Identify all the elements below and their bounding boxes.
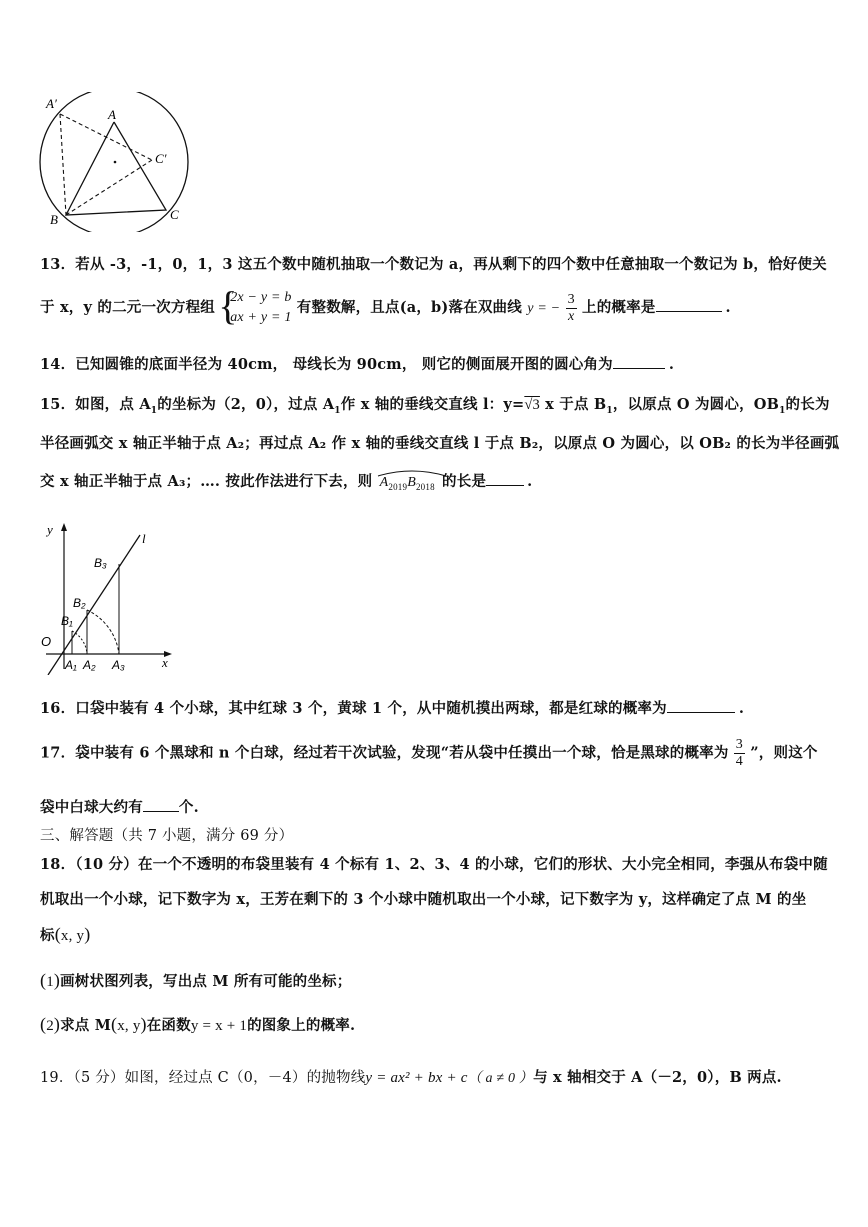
label-b: B — [50, 212, 58, 227]
paren-open: ( — [40, 1014, 47, 1034]
q13-mid: 有整数解，且点(a，b)落在双曲线 — [296, 299, 522, 316]
label-c: C — [170, 207, 179, 222]
q18-sub2-a: 求点 M — [60, 1017, 112, 1034]
q17-l1a: 17．袋中装有 6 个黑球和 n 个白球，经过若干次试验，发现“若从袋中任摸出一个球，恰是黑球的概率为 — [40, 744, 729, 762]
q17-l1b: ”，则这个 — [750, 744, 818, 762]
section-heading: 三、解答题（共 7 小题，满分 69 分） — [40, 828, 294, 844]
q14-text: 14．已知圆锥的底面半径为 40cm， 母线长为 90cm， 则它的侧面展开图的圆心角为 — [40, 356, 613, 373]
label-a3: A₃ — [112, 658, 125, 672]
answer-blank-15[interactable] — [486, 471, 524, 486]
q15-l1a: 15．如图，点 A — [40, 396, 151, 413]
paren-open: ( — [111, 1014, 118, 1034]
y-axis-arrow — [61, 523, 67, 531]
q17-line1 — [40, 738, 818, 769]
q13-pre: 于 x，y 的二元一次方程组 — [40, 299, 215, 316]
fraction-numerator: 3 — [567, 291, 575, 307]
q19-b: 与 x 轴相交于 A（－2，0），B 两点. — [533, 1069, 782, 1086]
paren-open: ( — [54, 924, 61, 944]
q15-end: . — [527, 473, 533, 490]
q18-line2: 机取出一个小球，记下数字为 x，王芳在剩下的 3 个小球中随机取出一个小球，记下数字为 y，这样确定了点 M 的坐 — [40, 891, 807, 908]
q18-l3a: 标 — [40, 927, 55, 944]
q15-l1f: 的长为 — [785, 396, 830, 413]
arc-start-sub: 2019 — [388, 481, 408, 492]
coordinate-graph-figure — [36, 515, 186, 675]
q15-l3a: 交 x 轴正半轴于点 A₃；…. 按此作法进行下去，则 — [40, 473, 373, 490]
q17-l2b: 个. — [178, 799, 199, 816]
paren-close: ) — [140, 1014, 147, 1034]
q17-l2a: 袋中白球大约有 — [40, 799, 143, 816]
q15-l1e: ，以原点 O 为圆心，OB — [612, 396, 780, 413]
label-c-prime: C′ — [155, 151, 167, 166]
probability-fraction — [734, 738, 745, 769]
q19 — [40, 1066, 782, 1087]
label-a-prime: A′ — [46, 96, 57, 111]
q15-l1d: x 于点 B — [539, 396, 607, 413]
q18-line3 — [40, 924, 90, 945]
q16-end: . — [738, 700, 745, 717]
arc-end-sub: 2018 — [415, 481, 435, 492]
q14-end: . — [668, 356, 675, 373]
q18-sub2-c: 的图象上的概率. — [247, 1017, 356, 1034]
parabola-expr: y = ax² + bx + c — [365, 1070, 468, 1086]
fraction-denominator: 4 — [735, 754, 743, 769]
paren-close: ) — [53, 970, 61, 990]
arc-notation — [378, 473, 437, 492]
label-b3: B₃ — [94, 556, 107, 570]
answer-blank-16[interactable] — [667, 698, 735, 713]
q18-line1: 18．（10 分）在一个不透明的布袋里装有 4 个标有 1、2、3、4 的小球，它们的形状、大小完全相同，李强从布袋中随 — [40, 856, 828, 873]
dashed-a-prime-b — [60, 114, 66, 215]
fraction-denominator: x — [567, 308, 575, 324]
label-a1: A₁ — [65, 658, 77, 672]
hyperbola-lhs: y = − — [527, 301, 561, 316]
circle-triangle-figure — [36, 92, 196, 232]
q18-sub2 — [40, 1014, 355, 1035]
q13-post: 上的概率是 — [582, 299, 656, 316]
q13-line2 — [40, 288, 731, 328]
fraction-numerator: 3 — [735, 737, 743, 752]
q18-sub2-b: 在函数 — [146, 1017, 191, 1034]
q16 — [40, 697, 744, 718]
q17-line2 — [40, 796, 199, 817]
q16-text: 16．口袋中装有 4 个小球，其中红球 3 个，黄球 1 个，从中随机摸出两球，都是红球的概率为 — [40, 700, 667, 717]
arc-end: B — [407, 475, 416, 490]
sqrt-three: √3 — [524, 397, 540, 413]
answer-blank-17[interactable] — [143, 797, 179, 812]
q15-sub-ob1: 1 — [779, 405, 786, 416]
q15-sub-a1: 1 — [150, 405, 158, 416]
q15-line1 — [40, 393, 830, 416]
coord-xy: x, y — [60, 928, 85, 944]
q19-a: 19．（5 分）如图，经过点 C（0，－4）的抛物线 — [40, 1070, 366, 1086]
label-b2: B₂ — [73, 596, 86, 610]
center-dot — [114, 161, 117, 164]
answer-blank-14[interactable] — [613, 354, 665, 369]
label-o: O — [41, 634, 52, 649]
label-b1: B₁ — [61, 614, 73, 628]
paren-close: ) — [53, 1014, 61, 1034]
arc-ob2 — [87, 610, 119, 654]
paren-open: ( — [40, 970, 47, 990]
equation-1: { 2x − y = b — [230, 290, 292, 305]
hyperbola-fraction — [566, 293, 577, 324]
condition-expr: （ a ≠ 0 ） — [467, 1071, 534, 1086]
label-a: A — [108, 107, 116, 122]
sub1-number: 1 — [46, 974, 54, 990]
q15-l1c: 作 x 轴的垂线交直线 l：y= — [340, 396, 525, 413]
label-x: x — [162, 655, 168, 670]
dashed-b-c-prime — [66, 160, 152, 215]
q15-sub-a1-2: 1 — [334, 405, 341, 416]
q13-line1: 13．若从 -3，-1，0，1，3 这五个数中随机抽取一个数记为 a，再从剩下的四个数中任意抽取一个数记为 b，恰好使关 — [40, 256, 827, 273]
point-coords: x, y — [117, 1018, 141, 1034]
q15-sub-b1: 1 — [606, 405, 613, 416]
q15-l3b: 的长是 — [442, 473, 487, 490]
q18-sub1-text: 画树状图列表，写出点 M 所有可能的坐标； — [60, 973, 352, 990]
q15-l1b: 的坐标为（2，0），过点 A — [157, 396, 335, 413]
dashed-a-prime-c-prime — [60, 114, 152, 160]
q15-line2: 半径画弧交 x 轴正半轴于点 A₂；再过点 A₂ 作 x 轴的垂线交直线 l 于点 B₂，以原点 O 为圆心，以 OB₂ 的长为半径画弧 — [40, 435, 840, 452]
function-expr: y = x + 1 — [190, 1018, 248, 1034]
arc-overline — [376, 469, 448, 477]
q14 — [40, 353, 674, 374]
equation-2: ax + y = 1 — [230, 310, 292, 325]
arc-start: A — [379, 475, 389, 490]
sub2-number: 2 — [46, 1018, 54, 1034]
q18-sub1 — [40, 970, 351, 991]
equation-system — [220, 288, 291, 328]
answer-blank-13[interactable] — [656, 297, 722, 312]
triangle-abc — [66, 122, 166, 215]
q13-end: . — [725, 299, 731, 316]
paren-close: ) — [84, 924, 91, 944]
label-l: l — [142, 531, 146, 546]
q15-line3 — [40, 470, 532, 492]
label-a2: A₂ — [83, 658, 96, 672]
label-y: y — [47, 522, 53, 537]
